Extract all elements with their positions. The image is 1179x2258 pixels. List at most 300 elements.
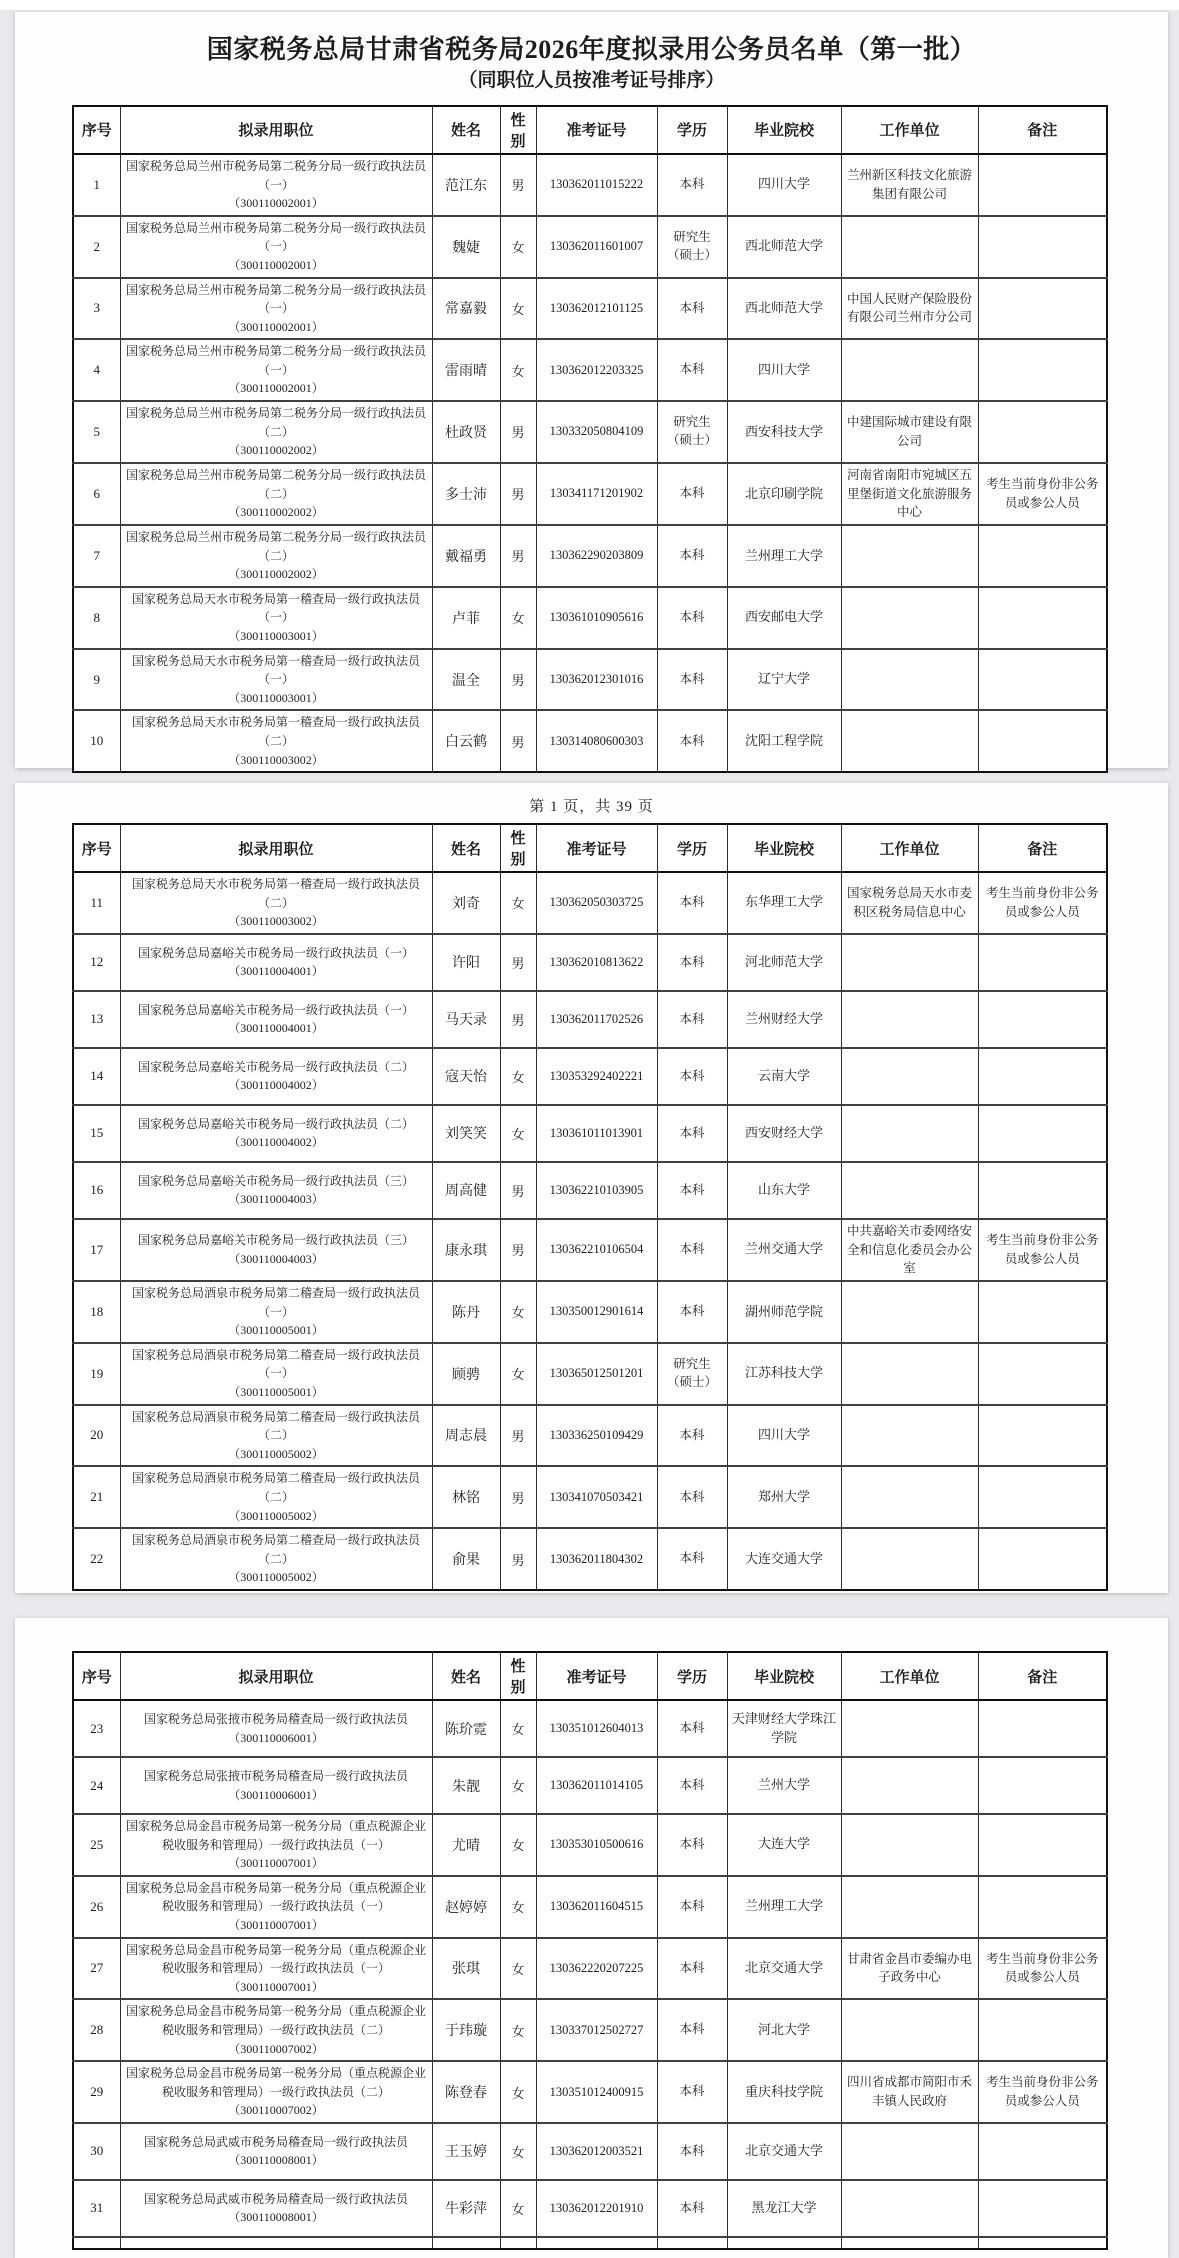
cell-no: 24 xyxy=(73,1757,120,1814)
cell-school: 西安邮电大学 xyxy=(727,587,841,649)
page-2 xyxy=(15,783,1168,1593)
cell-employer xyxy=(841,1757,978,1814)
document-subtitle: （同职位人员按准考证号排序） xyxy=(458,70,725,92)
cell-position xyxy=(120,587,432,649)
cell-no: 16 xyxy=(73,1162,120,1219)
position-title: 国家税务总局张掖市税务局稽查局一级行政执法员 xyxy=(143,1768,408,1783)
table-row xyxy=(73,154,1107,216)
cell-remark xyxy=(978,587,1107,649)
cell-employer xyxy=(841,1162,978,1219)
cell-employer xyxy=(841,991,978,1048)
position-title: 国家税务总局酒泉市税务局第二稽查局一级行政执法员（一） xyxy=(131,1347,420,1381)
position-title: 国家税务总局嘉峪关市税务局一级行政执法员（一） xyxy=(137,945,414,960)
cell-education: 本科 xyxy=(657,1814,727,1876)
cell-ticket: 130353010500616 xyxy=(536,1814,657,1876)
cell-employer xyxy=(841,649,978,711)
cell-name: 牛彩萍 xyxy=(432,2180,500,2237)
position-title: 国家税务总局金昌市税务局第一税务分局（重点税源企业税收服务和管理局）一级行政执法员（二） xyxy=(125,2004,426,2037)
cell-name: 尤晴 xyxy=(432,1814,500,1876)
cell-education: 本科 xyxy=(657,1876,727,1938)
cell-education: 本科 xyxy=(657,463,727,525)
cell-no: 9 xyxy=(73,649,120,711)
cell-employer xyxy=(841,2123,978,2180)
cell-no: 5 xyxy=(73,401,120,463)
cell-school: 兰州财经大学 xyxy=(727,991,841,1048)
cell-position xyxy=(120,649,432,711)
cell-no: 25 xyxy=(73,1814,120,1876)
table-header xyxy=(73,106,1107,154)
page-1 xyxy=(15,12,1168,816)
cell-ticket: 130362210103905 xyxy=(536,1162,657,1219)
cell-ticket: 130362010813622 xyxy=(536,934,657,991)
table-header xyxy=(73,1652,1107,1700)
position-code: （300110005002） xyxy=(228,1570,324,1585)
table-row xyxy=(73,401,1107,463)
cell-no: 7 xyxy=(73,525,120,587)
cell-remark xyxy=(978,991,1107,1048)
cell-remark xyxy=(978,649,1107,711)
cell-no: 12 xyxy=(73,934,120,991)
cell-gender: 女 xyxy=(500,2123,536,2180)
cell-education: 本科 xyxy=(657,525,727,587)
position-title: 国家税务总局兰州市税务局第二税务分局一级行政执法员（一） xyxy=(125,220,426,254)
cell-education: 本科 xyxy=(657,1405,727,1467)
cell-position xyxy=(120,2123,432,2180)
cell-employer xyxy=(841,1999,978,2061)
cell-gender: 女 xyxy=(500,2180,536,2237)
cell-remark xyxy=(978,710,1107,772)
cell-gender: 女 xyxy=(500,1281,536,1343)
cell-ticket: 130362011804302 xyxy=(536,1528,657,1590)
cell-name: 陈丹 xyxy=(432,1281,500,1343)
table-row xyxy=(73,2180,1107,2237)
column-header-ticket: 准考证号 xyxy=(536,824,657,872)
column-header-education: 学历 xyxy=(657,1652,727,1700)
cell-school: 江苏科技大学 xyxy=(727,1343,841,1405)
cell-education: 本科 xyxy=(657,1700,727,1757)
position-title: 国家税务总局嘉峪关市税务局一级行政执法员（三） xyxy=(137,1173,414,1188)
cell-school: 沈阳工程学院 xyxy=(727,710,841,772)
viewer-top-strip xyxy=(0,0,1179,10)
cell-name: 王玉婷 xyxy=(432,2123,500,2180)
cell-ticket: 130362012003521 xyxy=(536,2123,657,2180)
cell-school: 北京交通大学 xyxy=(727,2123,841,2180)
position-code: （300110008001） xyxy=(228,2210,324,2225)
position-title: 国家税务总局张掖市税务局稽查局一级行政执法员 xyxy=(143,1711,408,1726)
position-code: （300110005002） xyxy=(228,1446,324,1461)
document-viewer xyxy=(0,12,1179,2258)
position-code: （300110003002） xyxy=(228,752,324,767)
column-header-ticket: 准考证号 xyxy=(536,1652,657,1700)
cell-no: 2 xyxy=(73,216,120,278)
cell-position xyxy=(120,1757,432,1814)
table-row xyxy=(73,1876,1107,1938)
table-row xyxy=(73,1466,1107,1528)
cell-education: 本科 xyxy=(657,587,727,649)
cell-no: 30 xyxy=(73,2123,120,2180)
cell-education: 本科 xyxy=(657,649,727,711)
cell-school: 西北师范大学 xyxy=(727,216,841,278)
cell-education: 研究生（硕士） xyxy=(657,216,727,278)
table-row xyxy=(73,710,1107,772)
position-code: （300110003001） xyxy=(228,690,324,705)
column-header-no: 序号 xyxy=(73,1652,120,1700)
roster-table-page-2 xyxy=(72,823,1108,1591)
cell-position xyxy=(120,1876,432,1938)
cell-employer: 甘肃省金昌市委编办电子政务中心 xyxy=(841,1938,978,2000)
column-header-remark: 备注 xyxy=(978,106,1107,154)
cell-gender: 男 xyxy=(500,934,536,991)
cell-school: 四川大学 xyxy=(727,154,841,216)
table-row xyxy=(73,278,1107,340)
cell-no: 29 xyxy=(73,2061,120,2123)
cell-position xyxy=(120,463,432,525)
cell-employer xyxy=(841,1048,978,1105)
position-code: （300110007001） xyxy=(228,1856,324,1871)
cell-gender: 女 xyxy=(500,1048,536,1105)
cell-education: 本科 xyxy=(657,2123,727,2180)
cell-education: 本科 xyxy=(657,1938,727,2000)
table-row xyxy=(73,1048,1107,1105)
cell-name: 于玮璇 xyxy=(432,1999,500,2061)
cell-education: 本科 xyxy=(657,710,727,772)
cell-no: 10 xyxy=(73,710,120,772)
table-row xyxy=(73,339,1107,401)
table-row xyxy=(73,1700,1107,1757)
cell-employer xyxy=(841,1528,978,1590)
cell-employer xyxy=(841,587,978,649)
cell-position xyxy=(120,710,432,772)
cell-remark xyxy=(978,154,1107,216)
position-code: （300110004002） xyxy=(228,1135,324,1150)
cell-education: 本科 xyxy=(657,278,727,340)
cell-gender: 女 xyxy=(500,2061,536,2123)
cell-ticket: 130361011013901 xyxy=(536,1105,657,1162)
table-row xyxy=(73,1757,1107,1814)
table-row xyxy=(73,1814,1107,1876)
position-title: 国家税务总局兰州市税务局第二税务分局一级行政执法员（一） xyxy=(125,344,426,377)
cell-school: 四川大学 xyxy=(727,339,841,401)
cell-employer xyxy=(841,1343,978,1405)
table-row xyxy=(73,1528,1107,1590)
cell-education: 本科 xyxy=(657,1281,727,1343)
position-code: （300110002001） xyxy=(228,257,324,272)
position-title: 国家税务总局天水市税务局第一稽查局一级行政执法员（二） xyxy=(131,877,420,910)
cell-position xyxy=(120,1814,432,1876)
column-header-name: 姓名 xyxy=(432,106,500,154)
table-header xyxy=(73,824,1107,872)
cell-gender: 男 xyxy=(500,154,536,216)
cell-ticket: 130332050804109 xyxy=(536,401,657,463)
position-code: （300110007001） xyxy=(228,1979,324,1994)
cell-name: 杜政贤 xyxy=(432,401,500,463)
table-header-row xyxy=(73,824,1107,872)
cell-remark: 考生当前身份非公务员或参公人员 xyxy=(978,463,1107,525)
cell-school: 重庆科技学院 xyxy=(727,2061,841,2123)
cell-name: 雷雨晴 xyxy=(432,339,500,401)
table-row-partial xyxy=(73,2237,1107,2249)
cell-school: 兰州理工大学 xyxy=(727,525,841,587)
table-body xyxy=(73,154,1107,772)
cell-employer xyxy=(841,1700,978,1757)
cell-remark xyxy=(978,1281,1107,1343)
cell-name: 俞果 xyxy=(432,1528,500,1590)
cell-position xyxy=(120,1405,432,1467)
cell-education: 本科 xyxy=(657,1162,727,1219)
cell-gender: 女 xyxy=(500,1757,536,1814)
cell-position xyxy=(120,2180,432,2237)
position-code: （300110005002） xyxy=(228,1508,324,1523)
cell-ticket: 130362012301016 xyxy=(536,649,657,711)
cell-position xyxy=(120,2061,432,2123)
cell-remark xyxy=(978,1162,1107,1219)
cell-employer xyxy=(841,710,978,772)
cell-education: 本科 xyxy=(657,1999,727,2061)
cell-remark: 考生当前身份非公务员或参公人员 xyxy=(978,1938,1107,2000)
cell-school: 黑龙江大学 xyxy=(727,2180,841,2237)
document-title: 国家税务总局甘肃省税务局2026年度拟录用公务员名单（第一批） xyxy=(206,35,977,64)
cell-remark: 考生当前身份非公务员或参公人员 xyxy=(978,872,1107,934)
position-code: （300110005001） xyxy=(228,1323,324,1338)
table-row xyxy=(73,649,1107,711)
cell-name: 陈登春 xyxy=(432,2061,500,2123)
cell-gender: 男 xyxy=(500,525,536,587)
cell-remark xyxy=(978,1814,1107,1876)
cell-ticket: 130362220207225 xyxy=(536,1938,657,2000)
cell-school: 郑州大学 xyxy=(727,1466,841,1528)
position-title: 国家税务总局嘉峪关市税务局一级行政执法员（一） xyxy=(137,1002,414,1017)
column-header-employer: 工作单位 xyxy=(841,106,978,154)
column-header-name: 姓名 xyxy=(432,1652,500,1700)
cell-employer: 中国人民财产保险股份有限公司兰州市分公司 xyxy=(841,278,978,340)
column-header-school: 毕业院校 xyxy=(727,1652,841,1700)
position-title: 国家税务总局兰州市税务局第二税务分局一级行政执法员（一） xyxy=(125,158,426,192)
cell-ticket: 130353292402221 xyxy=(536,1048,657,1105)
table-row xyxy=(73,1938,1107,2000)
column-header-employer: 工作单位 xyxy=(841,824,978,872)
cell-name: 林铭 xyxy=(432,1466,500,1528)
cell-ticket: 130362011702526 xyxy=(536,991,657,1048)
cell-education: 研究生（硕士） xyxy=(657,1343,727,1405)
table-row xyxy=(73,1105,1107,1162)
cell-employer xyxy=(841,1466,978,1528)
column-header-remark: 备注 xyxy=(978,1652,1107,1700)
cell-name: 康永琪 xyxy=(432,1219,500,1281)
cell-ticket: 130350012901614 xyxy=(536,1281,657,1343)
position-code: （300110007002） xyxy=(228,2041,324,2056)
cell-gender: 女 xyxy=(500,1938,536,2000)
cell-gender: 女 xyxy=(500,587,536,649)
column-header-position: 拟录用职位 xyxy=(120,824,432,872)
cell-employer xyxy=(841,525,978,587)
cell-school: 云南大学 xyxy=(727,1048,841,1105)
cell-ticket: 130351012400915 xyxy=(536,2061,657,2123)
position-code: （300110004003） xyxy=(228,1251,324,1266)
cell-position xyxy=(120,525,432,587)
cell-school: 湖州师范学院 xyxy=(727,1281,841,1343)
cell-ticket: 130362011601007 xyxy=(536,216,657,278)
position-code: （300110004002） xyxy=(228,1078,324,1093)
cell-remark xyxy=(978,1466,1107,1528)
column-header-no: 序号 xyxy=(73,106,120,154)
cell-education: 本科 xyxy=(657,991,727,1048)
cell-employer xyxy=(841,216,978,278)
cell-school: 河北大学 xyxy=(727,1999,841,2061)
cell-school: 西安财经大学 xyxy=(727,1105,841,1162)
table-row xyxy=(73,991,1107,1048)
column-header-gender: 性别 xyxy=(500,1652,536,1700)
cell-position xyxy=(120,1219,432,1281)
cell-no: 22 xyxy=(73,1528,120,1590)
cell-position xyxy=(120,991,432,1048)
column-header-education: 学历 xyxy=(657,106,727,154)
table-row xyxy=(73,2061,1107,2123)
cell-school: 兰州理工大学 xyxy=(727,1876,841,1938)
cell-gender: 男 xyxy=(500,1466,536,1528)
column-header-gender: 性别 xyxy=(500,824,536,872)
position-title: 国家税务总局嘉峪关市税务局一级行政执法员（二） xyxy=(137,1059,414,1074)
cell-remark xyxy=(978,1405,1107,1467)
cell-employer: 国家税务总局天水市麦积区税务局信息中心 xyxy=(841,872,978,934)
position-title: 国家税务总局武威市税务局稽查局一级行政执法员 xyxy=(143,2134,408,2149)
cell-no: 21 xyxy=(73,1466,120,1528)
position-code: （300110008001） xyxy=(228,2153,324,2168)
cell-school: 辽宁大学 xyxy=(727,649,841,711)
cell-no: 14 xyxy=(73,1048,120,1105)
cell-employer: 四川省成都市简阳市禾丰镇人民政府 xyxy=(841,2061,978,2123)
cell-school: 西安科技大学 xyxy=(727,401,841,463)
cell-education: 研究生（硕士） xyxy=(657,401,727,463)
cell-ticket: 130362012201910 xyxy=(536,2180,657,2237)
cell-school: 西北师范大学 xyxy=(727,278,841,340)
cell-gender: 女 xyxy=(500,339,536,401)
cell-ticket: 130351012604013 xyxy=(536,1700,657,1757)
cell-education: 本科 xyxy=(657,1466,727,1528)
position-code: （300110004001） xyxy=(228,964,324,979)
cell-remark xyxy=(978,216,1107,278)
position-code: （300110002002） xyxy=(228,443,324,458)
cell-gender: 女 xyxy=(500,1999,536,2061)
table-row xyxy=(73,1219,1107,1281)
position-title: 国家税务总局金昌市税务局第一税务分局（重点税源企业税收服务和管理局）一级行政执法员（二） xyxy=(125,2066,426,2099)
cell-no: 8 xyxy=(73,587,120,649)
cell-position xyxy=(120,154,432,216)
cell-school xyxy=(727,2237,841,2249)
table-row xyxy=(73,463,1107,525)
cell-education: 本科 xyxy=(657,154,727,216)
column-header-ticket: 准考证号 xyxy=(536,106,657,154)
position-code: （300110007001） xyxy=(228,1917,324,1932)
cell-employer xyxy=(841,339,978,401)
cell-name: 许阳 xyxy=(432,934,500,991)
cell-education: 本科 xyxy=(657,1219,727,1281)
table-row xyxy=(73,1343,1107,1405)
column-header-education: 学历 xyxy=(657,824,727,872)
cell-employer: 中共嘉峪关市委网络安全和信息化委员会办公室 xyxy=(841,1219,978,1281)
cell-position xyxy=(120,1343,432,1405)
cell-remark xyxy=(978,1700,1107,1757)
cell-education: 本科 xyxy=(657,2061,727,2123)
cell-ticket: 130361010905616 xyxy=(536,587,657,649)
cell-position xyxy=(120,872,432,934)
cell-name: 赵婷婷 xyxy=(432,1876,500,1938)
cell-name: 魏婕 xyxy=(432,216,500,278)
cell-name: 多士沛 xyxy=(432,463,500,525)
page-3 xyxy=(15,1618,1168,2258)
cell-school: 北京印刷学院 xyxy=(727,463,841,525)
position-code: （300110003001） xyxy=(228,629,324,644)
cell-employer xyxy=(841,2237,978,2249)
cell-school: 兰州大学 xyxy=(727,1757,841,1814)
cell-school: 东华理工大学 xyxy=(727,872,841,934)
cell-remark xyxy=(978,1528,1107,1590)
column-header-position: 拟录用职位 xyxy=(120,1652,432,1700)
cell-school: 山东大学 xyxy=(727,1162,841,1219)
cell-remark xyxy=(978,2237,1107,2249)
position-title: 国家税务总局兰州市税务局第二税务分局一级行政执法员（二） xyxy=(125,530,426,563)
cell-position xyxy=(120,339,432,401)
cell-no: 20 xyxy=(73,1405,120,1467)
table-row xyxy=(73,1999,1107,2061)
cell-remark xyxy=(978,525,1107,587)
cell-no: 4 xyxy=(73,339,120,401)
cell-school: 大连大学 xyxy=(727,1814,841,1876)
roster-table-page-3 xyxy=(72,1651,1108,2250)
cell-name: 陈玠霓 xyxy=(432,1700,500,1757)
position-title: 国家税务总局酒泉市税务局第二稽查局一级行政执法员（二） xyxy=(131,1409,420,1443)
cell-gender: 男 xyxy=(500,401,536,463)
roster-table-page-1 xyxy=(72,105,1108,773)
cell-name xyxy=(432,2237,500,2249)
position-code: （300110004003） xyxy=(228,1192,324,1207)
cell-school: 兰州交通大学 xyxy=(727,1219,841,1281)
cell-position xyxy=(120,1162,432,1219)
cell-gender: 男 xyxy=(500,1528,536,1590)
cell-name: 戴福勇 xyxy=(432,525,500,587)
cell-position xyxy=(120,1105,432,1162)
position-code: （300110003002） xyxy=(228,914,324,929)
cell-employer: 中建国际城市建设有限公司 xyxy=(841,401,978,463)
position-title: 国家税务总局武威市税务局稽查局一级行政执法员 xyxy=(143,2191,408,2206)
cell-remark xyxy=(978,278,1107,340)
cell-remark xyxy=(978,1105,1107,1162)
position-title: 国家税务总局酒泉市税务局第二稽查局一级行政执法员（二） xyxy=(131,1471,420,1504)
position-title: 国家税务总局金昌市税务局第一税务分局（重点税源企业税收服务和管理局）一级行政执法员（一） xyxy=(125,1942,426,1976)
cell-employer xyxy=(841,2180,978,2237)
position-title: 国家税务总局金昌市税务局第一税务分局（重点税源企业税收服务和管理局）一级行政执法员（一） xyxy=(125,1880,426,1914)
position-code: （300110002001） xyxy=(228,196,324,211)
cell-education: 本科 xyxy=(657,1105,727,1162)
cell-no: 1 xyxy=(73,154,120,216)
position-title: 国家税务总局兰州市税务局第二税务分局一级行政执法员（一） xyxy=(125,282,426,316)
cell-gender: 男 xyxy=(500,463,536,525)
cell-education: 本科 xyxy=(657,339,727,401)
cell-school: 河北师范大学 xyxy=(727,934,841,991)
position-title: 国家税务总局兰州市税务局第二税务分局一级行政执法员（二） xyxy=(125,468,426,501)
cell-gender: 男 xyxy=(500,1405,536,1467)
cell-position xyxy=(120,934,432,991)
cell-ticket: 130337012502727 xyxy=(536,1999,657,2061)
column-header-employer: 工作单位 xyxy=(841,1652,978,1700)
table-header-row xyxy=(73,1652,1107,1700)
cell-gender xyxy=(500,2237,536,2249)
cell-name: 朱靓 xyxy=(432,1757,500,1814)
cell-gender: 男 xyxy=(500,1219,536,1281)
cell-gender: 男 xyxy=(500,710,536,772)
cell-name: 周高健 xyxy=(432,1162,500,1219)
cell-name: 马天录 xyxy=(432,991,500,1048)
cell-position xyxy=(120,1466,432,1528)
